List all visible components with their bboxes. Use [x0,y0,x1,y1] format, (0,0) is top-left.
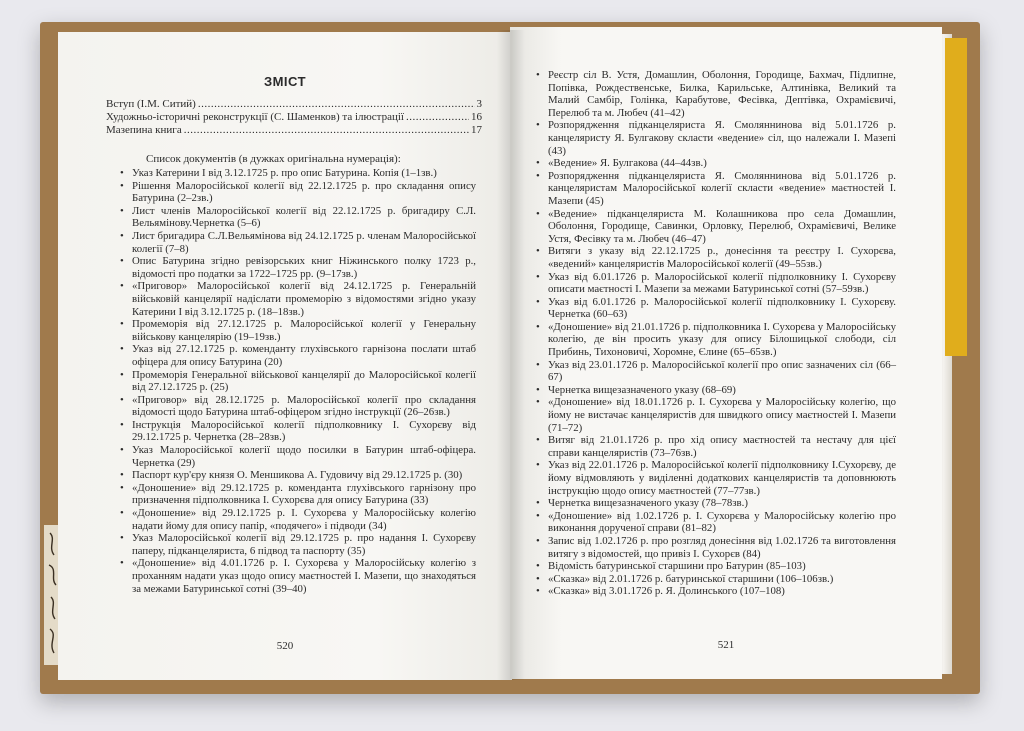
list-item: • Інструкція Малоросійської колегії підполковнику І. Сухорєву від 29.12.1725 р. Чернетка (28–28зв.) [118,419,476,444]
list-item: • Відомість батуринської старшини про Батурин (85–103) [534,560,896,573]
toc-page: 3 [476,98,482,110]
list-item: • Промеморія Генеральної військової канцелярії до Малоросійської колегії від 27.12.1725 р. (25) [118,369,476,394]
list-item: • Розпорядження підканцеляриста Я. Смоляннинова від 5.01.1726 р. канцеляристам Малоросійської колегії скласти «ведение» маєтностей І. Мазепи (45) [534,170,896,208]
list-item: • «Ведение» Я. Булгакова (44–44зв.) [534,157,896,170]
page-number-left: 520 [276,640,294,652]
page-number-right: 521 [717,639,735,651]
list-item: • Указ від 22.01.1726 р. Малоросійської колегії підполковнику І.Сухорєву, де йому відмовляють у виділенні додаткових канцеляристів та доповнюють інструкцію щодо опису маєтностей (77–77зв.) [534,459,896,497]
list-item: • Указ від 23.01.1726 р. Малоросійської колегії про опис зазначених сіл (66–67) [534,359,896,384]
list-item: • Лист членів Малоросійської колегії від 22.12.1725 р. бригадиру С.Л. Вельямінову.Чернетка (5–6) [118,205,476,230]
right-page [510,27,942,679]
list-item: • Паспорт кур'єру князя О. Меншикова А. Гудовичу від 29.12.1725 р. (30) [118,469,476,482]
list-item: • «Доношение» від 18.01.1726 р. І. Сухорєва у Малоросійську колегію, що йому не вистачає канцеляристів для швидкого опису маєтностей І. Мазепи (71–72) [534,396,896,434]
list-item: • Указ від 6.01.1726 р. Малоросійської колегії підполковнику І. Сухорєву. Чернетка (60–63) [534,296,896,321]
list-item: • Рішення Малоросійської колегії від 22.12.1725 р. про складання опису Батурина (2–2зв.) [118,180,476,205]
list-item: • «Доношение» від 29.12.1725 р. І. Сухорєва у Малоросійську колегію надати йому для опису папір, «подячего» і підводи (34) [118,507,476,532]
left-page [58,32,512,680]
table-of-contents [106,98,482,137]
list-item: • Указ від 27.12.1725 р. коменданту глухівського гарнізона послати штаб офіцера для опису Батурина (20) [118,343,476,368]
document-list-left [118,167,476,595]
list-item: • Опис Батурина згідно ревізорських книг Ніжинського полку 1723 р., відомості про податки за 1722–1725 рр. (9–17зв.) [118,255,476,280]
list-item: • Указ Малоросійської колегії щодо посилки в Батурин штаб-офіцера. Чернетка (29) [118,444,476,469]
toc-page: 17 [471,124,482,136]
list-item: • Промеморія від 27.12.1725 р. Малоросійської колегії у Генеральну військову канцелярію (19–19зв.) [118,318,476,343]
list-item: • Реєстр сіл В. Устя, Домашлин, Оболоння, Городище, Бахмач, Підлипне, Попівка, Рождественське, Билка, Карильське, Алтинівка, Великий та Малий Самбір, Голінка, Карабутове, Фесівка, Дептівка, Охрамієвичі, Перелюб та м. Любеч (41–42) [534,69,896,119]
list-item: • Витяг від 21.01.1726 р. про хід опису маєтностей та нестачу для цієї справи канцеляристів (73–76зв.) [534,434,896,459]
list-item: • «Приговор» Малоросійської колегії від 24.12.1725 р. Генеральній військовій канцелярії надіслати промеморію з відомостями згідно указу Катерини I від 3.12.1725 р. (18–18зв.) [118,280,476,318]
list-item: • Чернетка вищезазначеного указу (68–69) [534,384,896,397]
toc-leader [198,98,475,111]
list-item: • Указ від 6.01.1726 р. Малоросійської колегії підполковнику І. Сухорєву описати маєтності І. Мазепи за межами Батуринської сотні (57–59зв.) [534,271,896,296]
toc-leader [406,111,469,124]
toc-leader [184,124,469,137]
list-item: • «Сказка» від 3.01.1726 р. Я. Долинського (107–108) [534,585,896,598]
toc-label: Мазепина книга [106,124,182,136]
list-item: • «Приговор» від 28.12.1725 р. Малоросійської колегії про складання відомості щодо Батурина штаб-офіцером згідно інструкції (26–26зв.) [118,394,476,419]
toc-row [106,98,482,111]
toc-row [106,111,482,124]
list-item: • Витяги з указу від 22.12.1725 р., донесіння та реєстру І. Сухорєва, «ведений» канцеляристів Малоросійської колегії (49–55зв.) [534,245,896,270]
toc-row [106,124,482,137]
toc-label: Художньо-історичні реконструкції (С. Шаменков) та ілюстрації [106,111,404,123]
list-item: • «Доношение» від 29.12.1725 р. коменданта глухівського гарнізону про призначення підполковника І. Сухорєва для опису Батурина (33) [118,482,476,507]
list-item: • «Ведение» підканцеляриста М. Колашникова про села Домашлин, Оболоння, Городище, Савинки, Орловку, Перелюб, Охрамієвичі, Велике Устя, Фесівку та м. Любеч (46–47) [534,208,896,246]
list-item: • Лист бригадира С.Л.Вельямінова від 24.12.1725 р. членам Малоросійської колегії (7–8) [118,230,476,255]
toc-page: 16 [471,111,482,123]
toc-label: Вступ (І.М. Ситий) [106,98,196,110]
documents-heading: Список документів (в дужках оригінальна нумерація): [146,153,401,165]
bookmark-ribbon [945,38,967,356]
gutter-shadow [497,30,525,680]
list-item: • «Сказка» від 2.01.1726 р. батуринської старшини (106–106зв.) [534,573,896,586]
list-item: • «Доношение» від 21.01.1726 р. підполковника І. Сухорєва у Малоросійську колегію, де він просить указу для опису Білошицької слободи, сіл Прибинь, Тихоновичі, Хоромне, Єлине (65–65зв.) [534,321,896,359]
list-item: • Розпорядження підканцеляриста Я. Смоляннинова від 5.01.1726 р. канцеляристу Я. Булгакову скласти «ведение» сіл, що належали І. Мазепі (43) [534,119,896,157]
list-item: • «Доношение» від 4.01.1726 р. І. Сухорєва у Малоросійську колегію з проханням надати указ щодо опису маєтностей І. Мазепи, що знаходяться за межами Батуринської сотні (39–40) [118,557,476,595]
list-item: • «Доношение» від 1.02.1726 р. І. Сухорєва у Малоросійську колегію про виконання дорученої справи (81–82) [534,510,896,535]
list-item: • Указ Катерини I від 3.12.1725 р. про опис Батурина. Копія (1–1зв.) [118,167,476,180]
document-list-right [534,69,896,598]
page-title: ЗМІСТ [263,74,307,89]
list-item: • Чернетка вищезазначеного указу (78–78зв.) [534,497,896,510]
list-item: • Указ Малоросійської колегії від 29.12.1725 р. про надання І. Сухорєву паперу, підканцеляриста, 6 підвод та паспорту (35) [118,532,476,557]
list-item: • Запис від 1.02.1726 р. про розгляд донесіння від 1.02.1726 та виготовлення витягу з відомостей, що привіз І. Сухорєв (84) [534,535,896,560]
